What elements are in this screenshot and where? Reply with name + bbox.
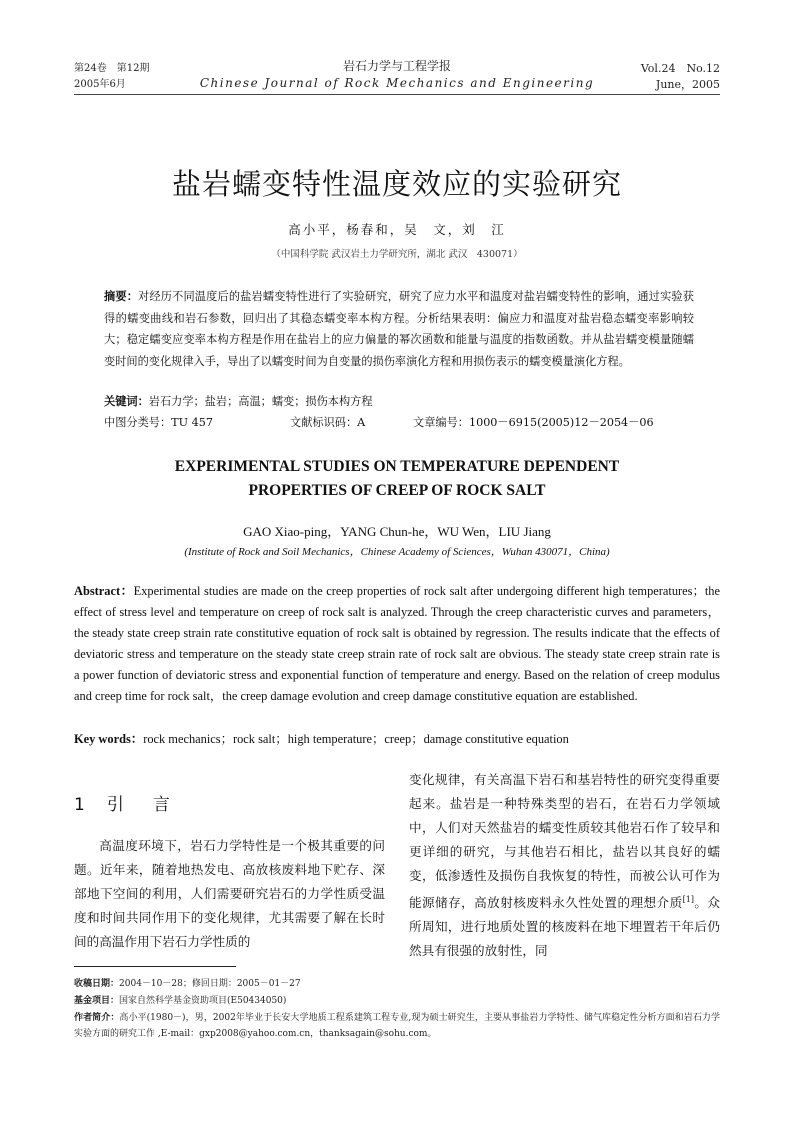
body-text-right: 变化规律，有关高温下岩石和基岩特性的研究变得重要起来。盐岩是一种特殊类型的岩石，在岩石力学领域中，人们对天然盐岩的蠕变性质较其他岩石作了较早和更详细的研究，与其他岩石相比，盐岩以其良好的蠕变，低渗透性及损伤自我恢复的特性，而被公认可作为能源储存，高放射核废料永久性处置的理想介质[1]。众所周知，进行地质处置的核废料在地下埋置若干年后仍然具有很强的放射性，同 bbox=[409, 772, 721, 959]
abstract-en-text: Experimental studies are made on the creep properties of rock salt after undergoing different high temperatures；the effect of stress level and temperature on creep of rock salt is analyzed. Through the creep characteristic curves and parameters，the steady state creep strain rate constitutive equation of rock salt is obtained by regression. The results indicate that the effects of deviatoric stress and temperature on the steady state creep strain rate of rock salt are obvious. The steady state creep strain rate is a power function of deviatoric stress and exponential function of temperature and energy. Based on the relation of creep modulus and creep time for rock salt，the creep damage evolution and creep damage constitutive equation are established. bbox=[74, 584, 721, 703]
article-number: 文章编号：1000－6915(2005)12－2054－06 bbox=[413, 416, 654, 429]
journal-name-en: Chinese Journal of Rock Mechanics and Engineering bbox=[199, 76, 595, 90]
abstract-en bbox=[74, 581, 720, 707]
paper-title-cn: 盐岩蠕变特性温度效应的实验研究 bbox=[171, 167, 622, 201]
citation-ref: [1] bbox=[682, 895, 694, 904]
volume-issue-en: Vol.24 No.12 bbox=[640, 62, 720, 75]
abstract-en-label: Abstract： bbox=[74, 584, 134, 598]
footnote-fund: 基金项目：国家自然科学基金资助项目(E50434050) bbox=[74, 996, 287, 1006]
authors-cn: 高小平，杨春和，吴 文，刘 江 bbox=[288, 222, 506, 237]
journal-name-cn: 岩石力学与工程学报 bbox=[342, 59, 451, 73]
header-rule bbox=[74, 94, 720, 95]
abstract-cn-label: 摘要： bbox=[104, 289, 139, 303]
footnote-rule bbox=[74, 966, 236, 967]
footnote-received: 收稿日期：2004－10－28；修回日期：2005－01－27 bbox=[74, 979, 301, 989]
keywords-cn-text: 岩石力学；盐岩；高温；蠕变；损伤本构方程 bbox=[148, 395, 373, 408]
body-text-left: 高温度环境下，岩石力学特性是一个极其重要的问题。近年来，随着地热发电、高放核废料地下贮存、深部地下空间的利用，人们需要研究岩石的力学性质受温度和时间共同作用下的变化规律，尤其需要了解在长时间的高温作用下岩石力学性质的 bbox=[74, 838, 385, 949]
paper-title-en: EXPERIMENTAL STUDIES ON TEMPERATURE DEPENDENT PROPERTIES OF CREEP OF ROCK SALT bbox=[174, 458, 620, 499]
affiliation-en: (Institute of Rock and Soil Mechanics，Chinese Academy of Sciences，Wuhan 430071，China) bbox=[184, 546, 610, 558]
abstract-cn bbox=[104, 286, 694, 372]
section-heading: 1 引 言 bbox=[74, 795, 176, 815]
volume-issue-cn: 第24卷 第12期 bbox=[74, 63, 150, 74]
abstract-cn-text: 对经历不同温度后的盐岩蠕变特性进行了实验研究，研究了应力水平和温度对盐岩蠕变特性的影响，通过实验获得的蠕变曲线和岩石参数，回归出了其稳态蠕变率本构方程。分析结果表明：偏应力和温度对盐岩稳态蠕变率影响较大；稳定蠕变应变率本构方程是作用在盐岩上的应力偏量的幂次函数和能量与温度的指数函数。并从盐岩蠕变模量随蠕变时间的变化规律入手，导出了以蠕变时间为自变量的损伤率演化方程和用损伤表示的蠕变模量演化方程。 bbox=[104, 290, 694, 368]
affiliation-cn: （中国科学院 武汉岩土力学研究所，湖北 武汉 430071） bbox=[271, 249, 523, 260]
document-code: 文献标识码：A bbox=[290, 416, 366, 429]
keywords-en bbox=[74, 729, 720, 747]
authors-en: GAO Xiao-ping，YANG Chun-he，WU Wen，LIU Jiang bbox=[243, 524, 551, 539]
date-cn: 2005年6月 bbox=[74, 79, 126, 90]
keywords-cn bbox=[104, 393, 694, 409]
date-en: June，2005 bbox=[655, 78, 720, 91]
keywords-en-text: rock mechanics；rock salt；high temperature；creep；damage constitutive equation bbox=[143, 732, 569, 746]
footnote-author: 作者简介：高小平(1980－)，男，2002年毕业于长安大学地质工程系建筑工程专业,现为硕士研究生，主要从事盐岩力学特性、储气库稳定性分析方面和岩石力学实验方面的研究工作 ,E-mail：gxp2008@yahoo.com.cn，thanksagain@sohu.com。 bbox=[74, 1013, 720, 1039]
keywords-cn-label: 关键词： bbox=[104, 394, 149, 408]
clc-number: 中图分类号：TU 457 bbox=[104, 416, 213, 429]
keywords-en-label: Key words： bbox=[74, 732, 144, 746]
